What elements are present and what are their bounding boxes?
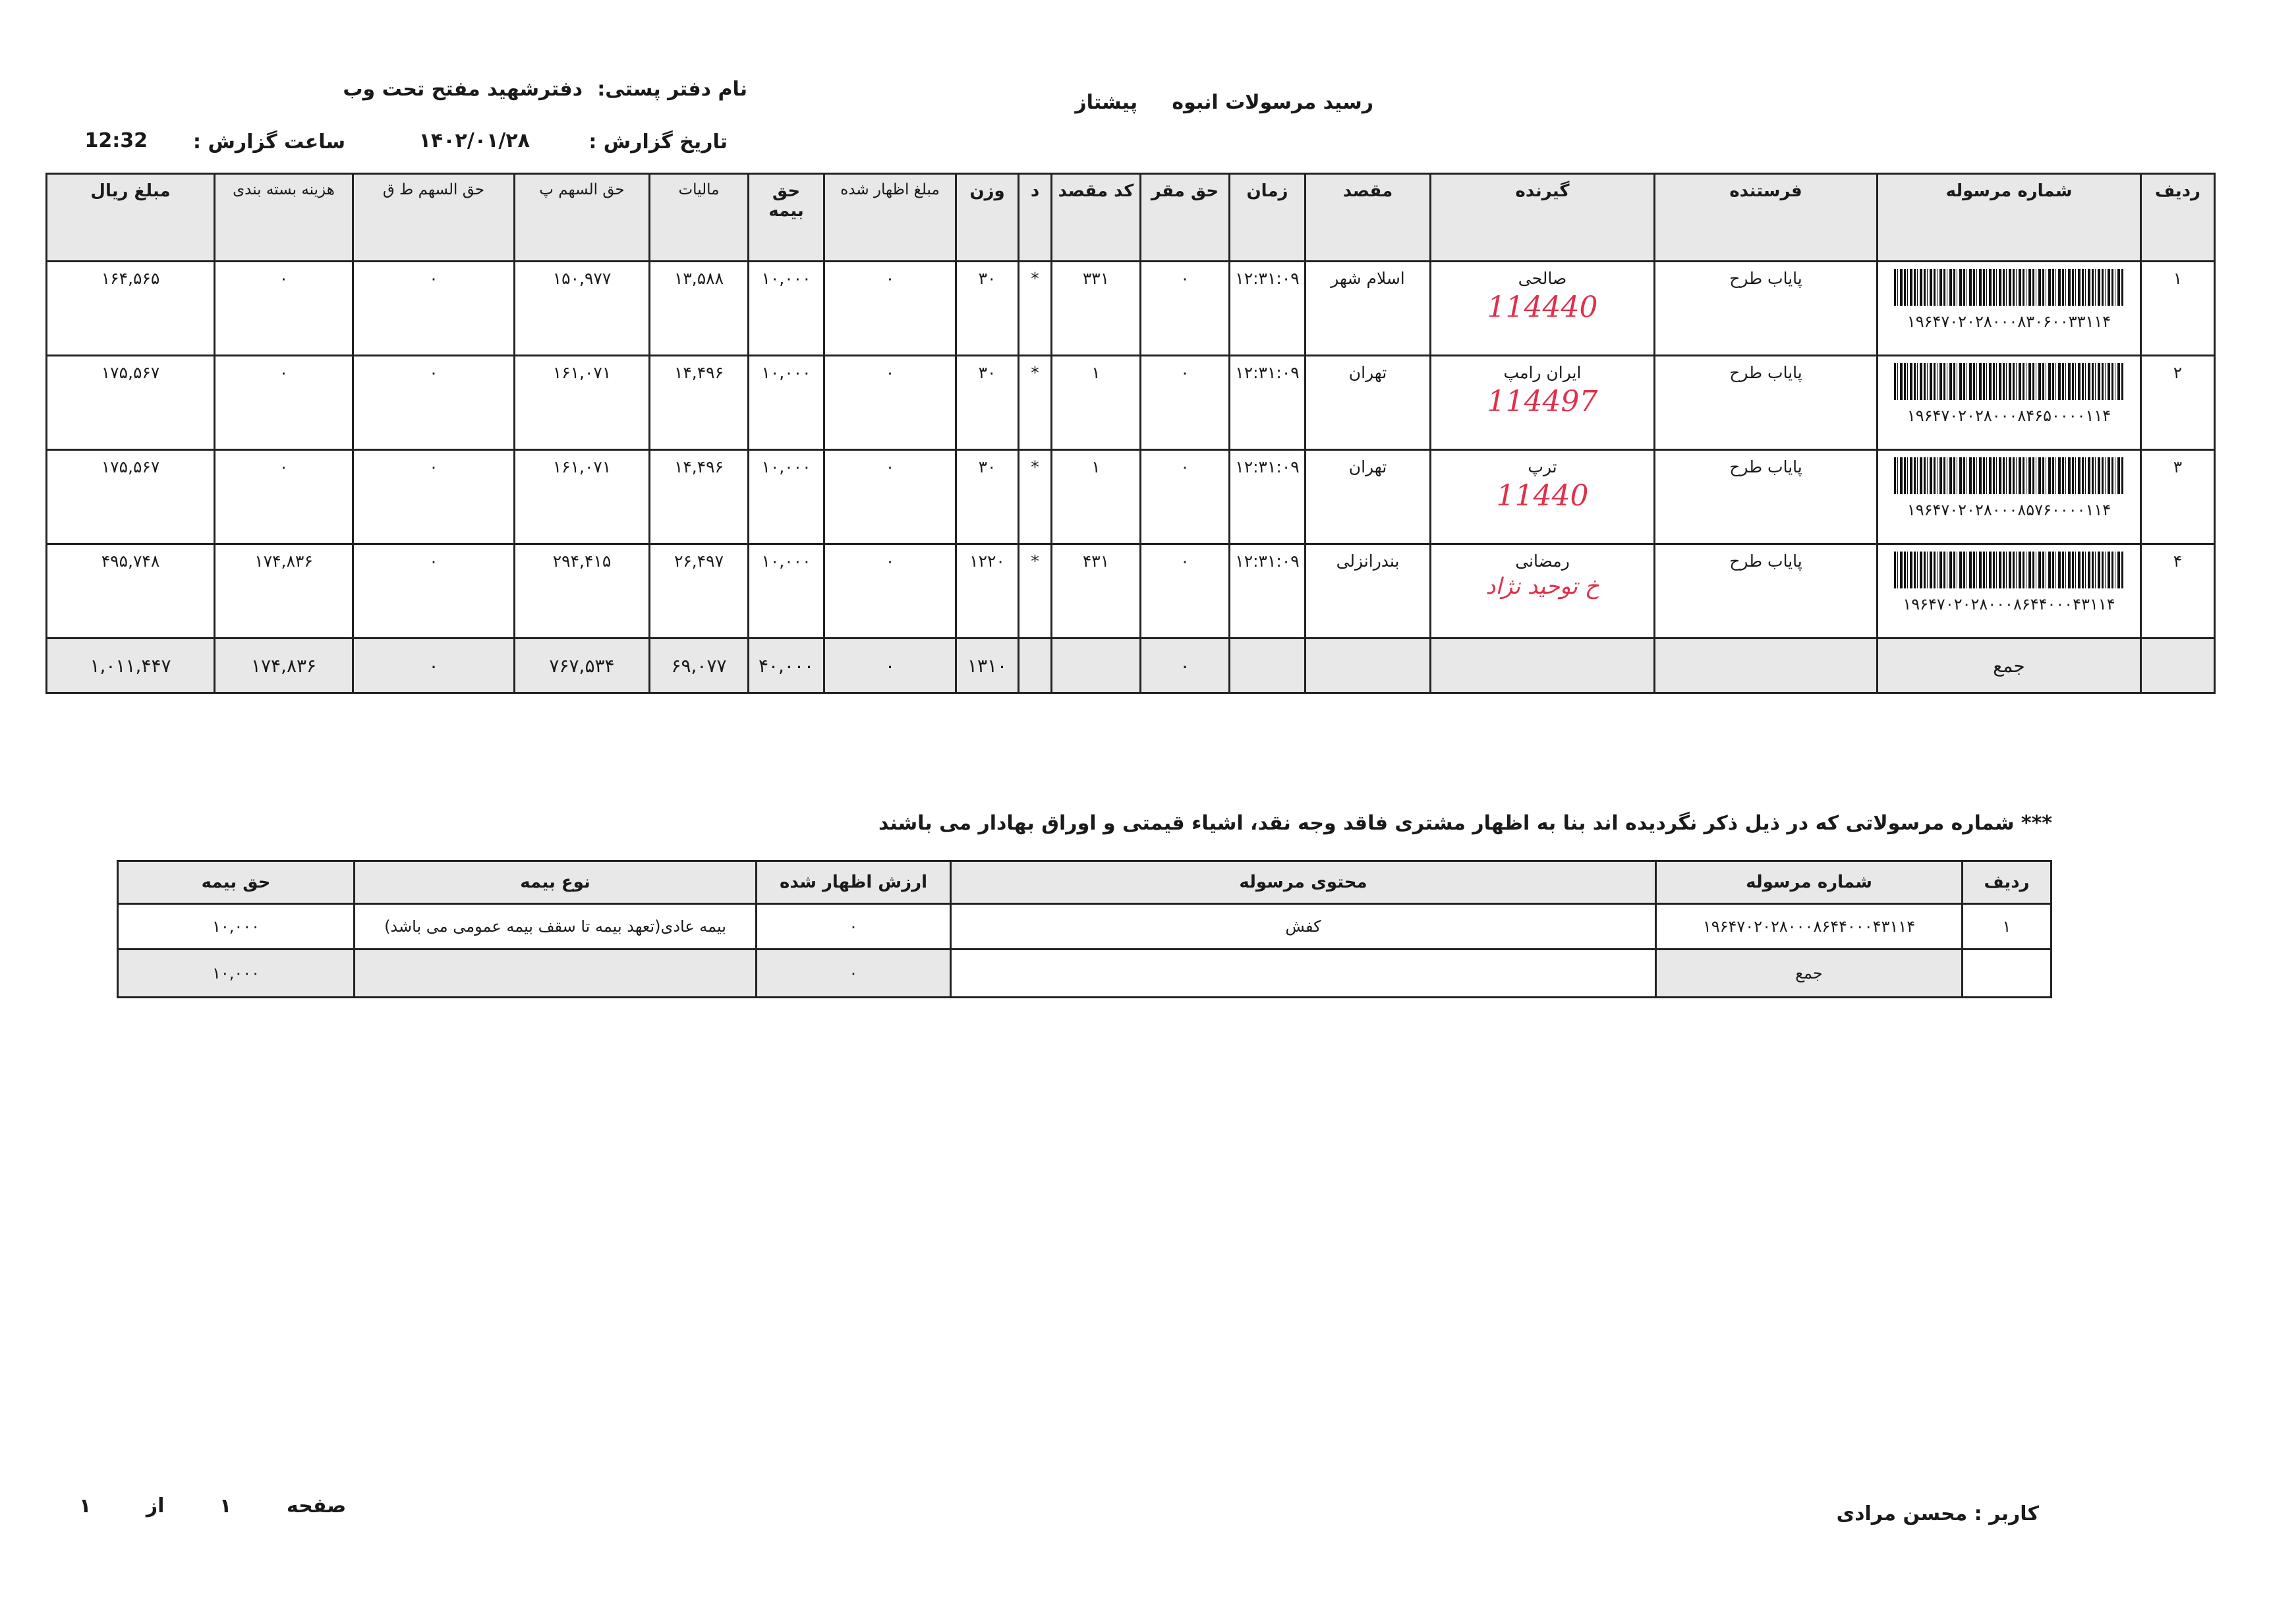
cell-receiver <box>1431 356 1655 450</box>
cell-destination-code: ۴۳۱ <box>1052 544 1141 639</box>
handwritten-note: 11440 <box>1496 479 1589 513</box>
cell-share-tq: ۰ <box>353 356 515 450</box>
cell-declared: ۰ <box>824 356 956 450</box>
handwritten-note: خ توحید نژاد <box>1485 573 1599 600</box>
insurance-row <box>118 904 2052 950</box>
receiver-name: رمضانی <box>1515 552 1570 571</box>
col-index: ردیف <box>2141 174 2215 262</box>
ins-total-content <box>951 950 1656 998</box>
page-total: ۱ <box>79 1494 92 1518</box>
page-of-label: از <box>146 1494 165 1518</box>
cell-insurance: ۱۰,۰۰۰ <box>749 262 824 356</box>
cell-amount: ۱۶۴,۵۶۵ <box>47 262 215 356</box>
page-number: ۱ <box>219 1494 232 1518</box>
ins-col-premium: حق بیمه <box>118 861 355 904</box>
cell-destination-code: ۱ <box>1052 450 1141 544</box>
cell-tax: ۲۶,۴۹۷ <box>650 544 749 639</box>
office-label: نام دفتر پستی: <box>597 78 747 101</box>
report-date-label: تاریخ گزارش : <box>588 130 728 154</box>
col-tax: مالیات <box>650 174 749 262</box>
cell-d: * <box>1019 450 1052 544</box>
ins-cell-type: بیمه عادی(تعهد بیمه تا سقف بیمه عمومی می باشد) <box>355 904 757 950</box>
cell-destination: تهران <box>1306 450 1431 544</box>
insurance-header-row <box>118 861 2052 904</box>
cell-declared: ۰ <box>824 262 956 356</box>
page-label: صفحه <box>286 1494 347 1518</box>
col-sender: فرستنده <box>1655 174 1878 262</box>
total-share-p: ۷۶۷,۵۳۴ <box>515 639 650 693</box>
cell-index: ۳ <box>2141 450 2215 544</box>
service-type: پیشتاز <box>1075 91 1138 114</box>
cell-maghar: ۰ <box>1141 356 1230 450</box>
cell-insurance: ۱۰,۰۰۰ <box>749 356 824 450</box>
ins-col-declared: ارزش اظهار شده <box>757 861 951 904</box>
total-index <box>2141 639 2215 693</box>
col-packing: هزینه بسته بندی <box>215 174 353 262</box>
barcode-image <box>1894 457 2125 494</box>
cell-d: * <box>1019 262 1052 356</box>
cell-amount: ۴۹۵,۷۴۸ <box>47 544 215 639</box>
cell-share-p: ۱۶۱,۰۷۱ <box>515 356 650 450</box>
col-share-p: حق السهم پ <box>515 174 650 262</box>
document-title <box>1075 91 1373 114</box>
cell-time: ۱۲:۳۱:۰۹ <box>1230 262 1306 356</box>
total-weight: ۱۳۱۰ <box>956 639 1019 693</box>
cell-packing: ۰ <box>215 356 353 450</box>
report-time: 12:32 <box>84 129 148 152</box>
barcode-number: ۱۹۶۴۷۰۲۰۲۸۰۰۰۸۴۶۵۰۰۰۰۱۱۴ <box>1907 407 2111 425</box>
cell-receiver <box>1431 262 1655 356</box>
receiver-name: صالحی <box>1518 269 1567 288</box>
table-header-row <box>47 174 2215 262</box>
ins-total-premium: ۱۰,۰۰۰ <box>118 950 355 998</box>
col-destination-code: کد مقصد <box>1052 174 1141 262</box>
cell-time: ۱۲:۳۱:۰۹ <box>1230 450 1306 544</box>
cell-maghar: ۰ <box>1141 544 1230 639</box>
col-parcel-number: شماره مرسوله <box>1878 174 2141 262</box>
ins-total-type <box>355 950 757 998</box>
cell-tax: ۱۴,۴۹۶ <box>650 356 749 450</box>
insurance-total-row <box>118 950 2052 998</box>
cell-d: * <box>1019 544 1052 639</box>
barcode-number: ۱۹۶۴۷۰۲۰۲۸۰۰۰۸۶۴۴۰۰۰۴۳۱۱۴ <box>1903 595 2115 613</box>
col-declared: مبلغ اظهار شده <box>824 174 956 262</box>
cell-share-tq: ۰ <box>353 262 515 356</box>
col-d: د <box>1019 174 1052 262</box>
cell-share-p: ۱۵۰,۹۷۷ <box>515 262 650 356</box>
cell-weight: ۳۰ <box>956 356 1019 450</box>
cell-parcel <box>1878 450 2141 544</box>
handwritten-note: 114497 <box>1487 385 1598 418</box>
ins-total-declared: ۰ <box>757 950 951 998</box>
col-weight: وزن <box>956 174 1019 262</box>
cell-packing: ۱۷۴,۸۳۶ <box>215 544 353 639</box>
total-packing: ۱۷۴,۸۳۶ <box>215 639 353 693</box>
ins-cell-index: ۱ <box>1963 904 2052 950</box>
ins-cell-premium: ۱۰,۰۰۰ <box>118 904 355 950</box>
cell-destination: تهران <box>1306 356 1431 450</box>
barcode-number: ۱۹۶۴۷۰۲۰۲۸۰۰۰۸۵۷۶۰۰۰۰۱۱۴ <box>1907 501 2111 519</box>
cell-receiver <box>1431 450 1655 544</box>
cell-destination: اسلام شهر <box>1306 262 1431 356</box>
cell-tax: ۱۳,۵۸۸ <box>650 262 749 356</box>
valuables-note: *** شماره مرسولاتی که در ذیل ذکر نگردیده اند بنا به اظهار مشتری فاقد وجه نقد، اشیاء قیمتی و اوراق بهادار می باشند <box>878 812 2052 835</box>
ins-col-type: نوع بیمه <box>355 861 757 904</box>
report-date: ۱۴۰۲/۰۱/۲۸ <box>418 129 530 152</box>
table-row <box>47 544 2215 639</box>
shipments-table <box>45 173 2216 694</box>
total-maghar: ۰ <box>1141 639 1230 693</box>
cell-time: ۱۲:۳۱:۰۹ <box>1230 356 1306 450</box>
cell-sender: پایاب طرح <box>1655 356 1878 450</box>
ins-total-label: جمع <box>1656 950 1963 998</box>
col-amount: مبلغ ریال <box>47 174 215 262</box>
cell-weight: ۱۲۲۰ <box>956 544 1019 639</box>
total-share-tq: ۰ <box>353 639 515 693</box>
cell-parcel <box>1878 262 2141 356</box>
total-sender <box>1655 639 1878 693</box>
cell-parcel <box>1878 544 2141 639</box>
cell-weight: ۳۰ <box>956 262 1019 356</box>
ins-cell-declared: ۰ <box>757 904 951 950</box>
cell-parcel <box>1878 356 2141 450</box>
cell-declared: ۰ <box>824 450 956 544</box>
cell-insurance: ۱۰,۰۰۰ <box>749 450 824 544</box>
col-time: زمان <box>1230 174 1306 262</box>
cell-share-tq: ۰ <box>353 544 515 639</box>
cell-sender: پایاب طرح <box>1655 262 1878 356</box>
col-receiver: گیرنده <box>1431 174 1655 262</box>
report-time-label: ساعت گزارش : <box>193 130 345 154</box>
insurance-table <box>117 860 2052 998</box>
table-total-row <box>47 639 2215 693</box>
cell-index: ۲ <box>2141 356 2215 450</box>
cell-maghar: ۰ <box>1141 262 1230 356</box>
col-destination: مقصد <box>1306 174 1431 262</box>
total-insurance: ۴۰,۰۰۰ <box>749 639 824 693</box>
total-destination <box>1306 639 1431 693</box>
cell-receiver <box>1431 544 1655 639</box>
cell-index: ۱ <box>2141 262 2215 356</box>
col-insurance: حق بیمه <box>749 174 824 262</box>
cell-packing: ۰ <box>215 262 353 356</box>
footer-user <box>1837 1502 2039 1525</box>
receiver-name: ترپ <box>1528 457 1557 476</box>
col-share-tq: حق السهم ط ق <box>353 174 515 262</box>
table-row <box>47 262 2215 356</box>
cell-tax: ۱۴,۴۹۶ <box>650 450 749 544</box>
ins-cell-content: کفش <box>951 904 1656 950</box>
cell-destination-code: ۱ <box>1052 356 1141 450</box>
cell-packing: ۰ <box>215 450 353 544</box>
cell-amount: ۱۷۵,۵۶۷ <box>47 356 215 450</box>
handwritten-note: 114440 <box>1487 291 1598 324</box>
cell-share-tq: ۰ <box>353 450 515 544</box>
cell-index: ۴ <box>2141 544 2215 639</box>
cell-share-p: ۱۶۱,۰۷۱ <box>515 450 650 544</box>
total-amount: ۱,۰۱۱,۴۴۷ <box>47 639 215 693</box>
barcode-image <box>1894 269 2125 306</box>
title-text: رسید مرسولات انبوه <box>1172 91 1373 114</box>
total-d <box>1019 639 1052 693</box>
table-row <box>47 356 2215 450</box>
barcode-image <box>1894 552 2125 588</box>
cell-sender: پایاب طرح <box>1655 544 1878 639</box>
receiver-name: ایران رامپ <box>1503 363 1582 382</box>
col-maghar: حق مقر <box>1141 174 1230 262</box>
ins-col-parcel: شماره مرسوله <box>1656 861 1963 904</box>
cell-destination-code: ۳۳۱ <box>1052 262 1141 356</box>
barcode-image <box>1894 363 2125 400</box>
cell-destination: بندرانزلی <box>1306 544 1431 639</box>
total-receiver <box>1431 639 1655 693</box>
cell-insurance: ۱۰,۰۰۰ <box>749 544 824 639</box>
cell-weight: ۳۰ <box>956 450 1019 544</box>
cell-amount: ۱۷۵,۵۶۷ <box>47 450 215 544</box>
total-time <box>1230 639 1306 693</box>
barcode-number: ۱۹۶۴۷۰۲۰۲۸۰۰۰۸۳۰۶۰۰۳۳۱۱۴ <box>1907 312 2111 331</box>
cell-declared: ۰ <box>824 544 956 639</box>
office-name: دفترشهید مفتح تحت وب <box>343 78 583 101</box>
total-tax: ۶۹,۰۷۷ <box>650 639 749 693</box>
cell-sender: پایاب طرح <box>1655 450 1878 544</box>
user-label: کاربر : <box>1974 1502 2039 1525</box>
ins-col-content: محتوی مرسوله <box>951 861 1656 904</box>
cell-d: * <box>1019 356 1052 450</box>
total-declared: ۰ <box>824 639 956 693</box>
ins-cell-parcel: ۱۹۶۴۷۰۲۰۲۸۰۰۰۸۶۴۴۰۰۰۴۳۱۱۴ <box>1656 904 1963 950</box>
cell-time: ۱۲:۳۱:۰۹ <box>1230 544 1306 639</box>
total-destination-code <box>1052 639 1141 693</box>
user-name: محسن مرادی <box>1836 1502 1968 1525</box>
cell-maghar: ۰ <box>1141 450 1230 544</box>
ins-total-index <box>1963 950 2052 998</box>
ins-col-index: ردیف <box>1963 861 2052 904</box>
table-row <box>47 450 2215 544</box>
page-indicator <box>79 1494 346 1518</box>
total-label: جمع <box>1878 639 2141 693</box>
cell-share-p: ۲۹۴,۴۱۵ <box>515 544 650 639</box>
